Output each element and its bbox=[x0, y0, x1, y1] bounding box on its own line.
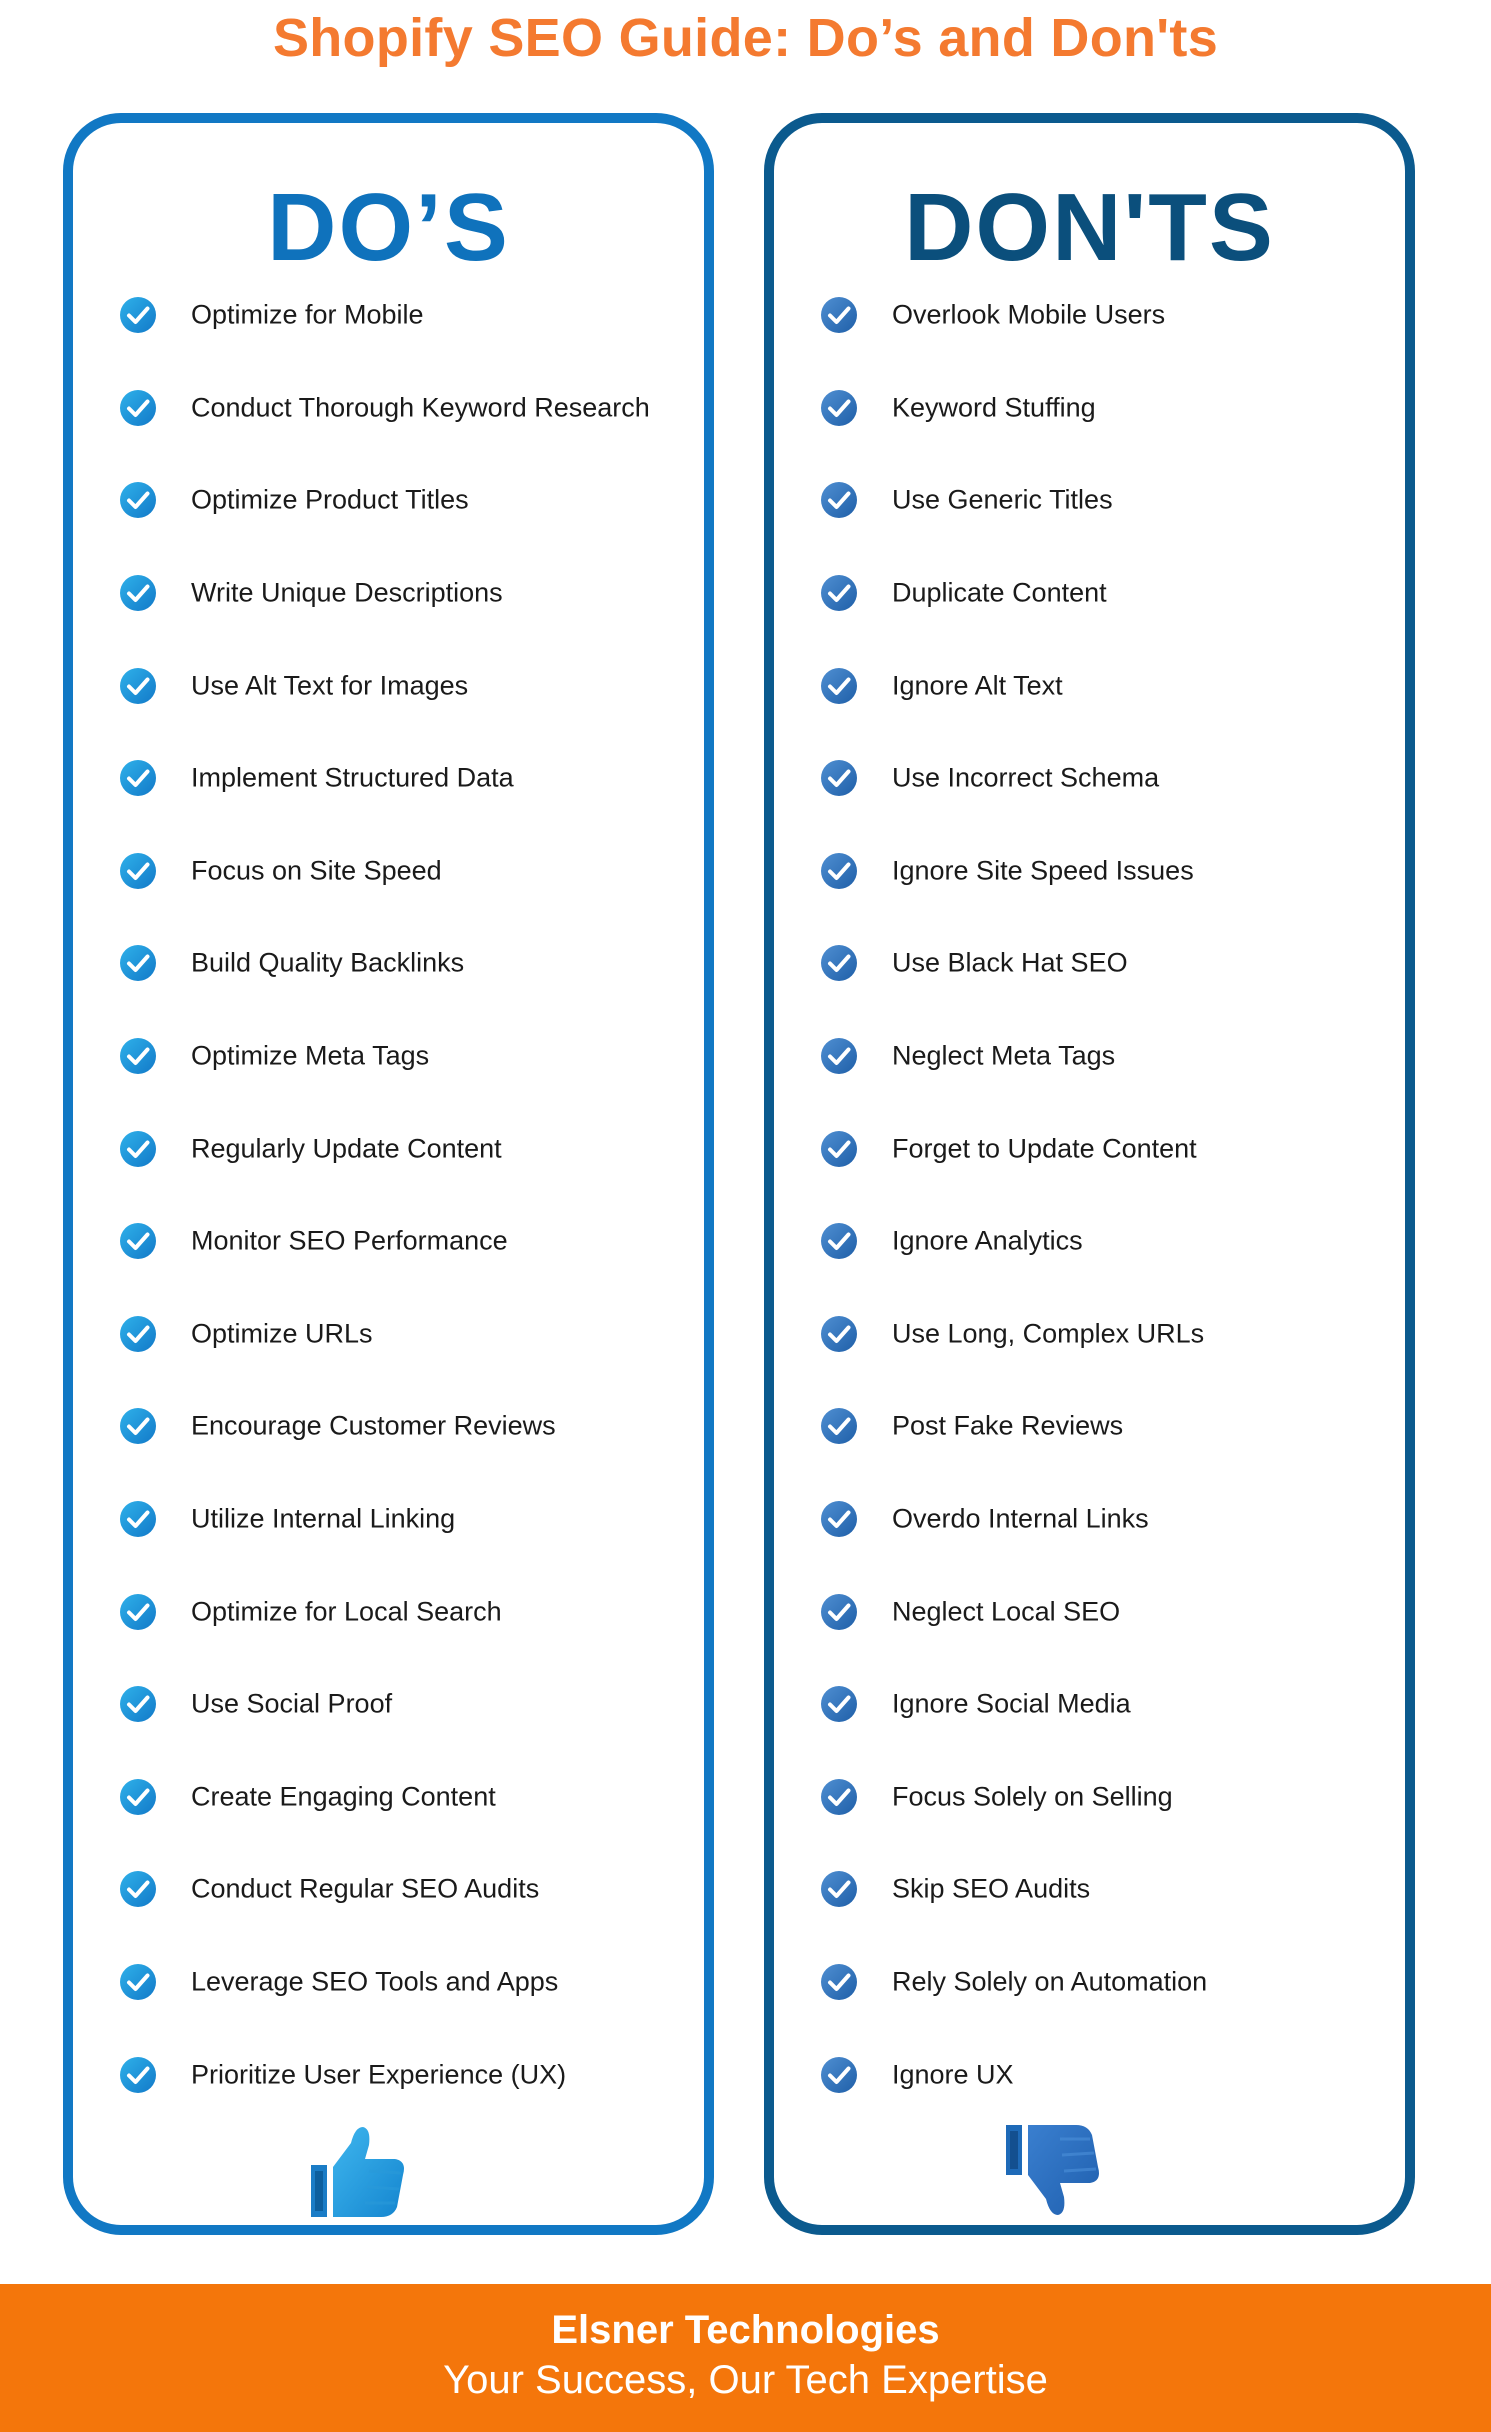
check-circle-icon bbox=[820, 1315, 858, 1353]
check-circle-icon bbox=[820, 481, 858, 519]
check-circle-icon bbox=[119, 1963, 157, 2001]
donts-list-item bbox=[774, 1936, 1405, 2029]
check-circle-icon bbox=[820, 667, 858, 705]
check-circle-icon bbox=[119, 759, 157, 797]
dos-item-label: Conduct Thorough Keyword Research bbox=[191, 392, 650, 423]
check-circle-icon bbox=[119, 2056, 157, 2094]
donts-item-label: Forget to Update Content bbox=[892, 1133, 1197, 1164]
check-circle-icon bbox=[119, 481, 157, 519]
dos-list-item bbox=[73, 825, 704, 918]
thumbs-up-icon bbox=[309, 2121, 409, 2221]
company-tagline: Your Success, Our Tech Expertise bbox=[443, 2358, 1048, 2402]
donts-item-label: Ignore UX bbox=[892, 2059, 1014, 2090]
dos-list-item bbox=[73, 1843, 704, 1936]
dos-item-label: Monitor SEO Performance bbox=[191, 1225, 508, 1256]
dos-list-item bbox=[73, 1658, 704, 1751]
donts-list-item bbox=[774, 1195, 1405, 1288]
check-circle-icon bbox=[820, 1685, 858, 1723]
check-circle-icon bbox=[820, 944, 858, 982]
dos-list-item bbox=[73, 1473, 704, 1566]
donts-list-item bbox=[774, 732, 1405, 825]
page-title: Shopify SEO Guide: Do’s and Don'ts bbox=[272, 8, 1219, 68]
donts-item-label: Overdo Internal Links bbox=[892, 1503, 1149, 1534]
dos-list-item bbox=[73, 269, 704, 362]
donts-item-label: Ignore Analytics bbox=[892, 1225, 1083, 1256]
donts-list-item bbox=[774, 1010, 1405, 1103]
dos-list-item bbox=[73, 362, 704, 455]
check-circle-icon bbox=[820, 1407, 858, 1445]
donts-item-label: Use Black Hat SEO bbox=[892, 947, 1128, 978]
check-circle-icon bbox=[119, 1685, 157, 1723]
dos-item-label: Regularly Update Content bbox=[191, 1133, 502, 1164]
check-circle-icon bbox=[119, 1500, 157, 1538]
donts-item-label: Ignore Site Speed Issues bbox=[892, 855, 1194, 886]
dos-panel bbox=[63, 113, 714, 2235]
dos-item-label: Prioritize User Experience (UX) bbox=[191, 2059, 567, 2090]
donts-item-label: Skip SEO Audits bbox=[892, 1873, 1091, 1904]
donts-list bbox=[774, 269, 1405, 2121]
check-circle-icon bbox=[820, 1130, 858, 1168]
dos-list-item bbox=[73, 1565, 704, 1658]
dos-item-label: Optimize Product Titles bbox=[191, 484, 469, 515]
check-circle-icon bbox=[119, 1870, 157, 1908]
dos-list-item bbox=[73, 1936, 704, 2029]
company-name: Elsner Technologies bbox=[551, 2308, 940, 2352]
check-circle-icon bbox=[119, 1222, 157, 1260]
donts-item-label: Focus Solely on Selling bbox=[892, 1781, 1173, 1812]
dos-list-item bbox=[73, 454, 704, 547]
donts-item-label: Neglect Meta Tags bbox=[892, 1040, 1116, 1071]
check-circle-icon bbox=[119, 1778, 157, 1816]
donts-list-item bbox=[774, 454, 1405, 547]
thumbs-down-icon bbox=[1004, 2121, 1104, 2221]
donts-list-item bbox=[774, 1658, 1405, 1751]
check-circle-icon bbox=[119, 1593, 157, 1631]
donts-item-label: Rely Solely on Automation bbox=[892, 1966, 1208, 1997]
dos-list-item bbox=[73, 639, 704, 732]
check-circle-icon bbox=[820, 1222, 858, 1260]
donts-list-item bbox=[774, 1473, 1405, 1566]
check-circle-icon bbox=[119, 389, 157, 427]
dos-item-label: Optimize URLs bbox=[191, 1318, 373, 1349]
check-circle-icon bbox=[820, 1593, 858, 1631]
dos-list-item bbox=[73, 1380, 704, 1473]
check-circle-icon bbox=[820, 759, 858, 797]
dos-item-label: Optimize for Local Search bbox=[191, 1596, 502, 1627]
donts-item-label: Use Long, Complex URLs bbox=[892, 1318, 1205, 1349]
dos-item-label: Use Social Proof bbox=[191, 1688, 393, 1719]
donts-item-label: Use Incorrect Schema bbox=[892, 762, 1160, 793]
dos-item-label: Implement Structured Data bbox=[191, 762, 514, 793]
dos-item-label: Use Alt Text for Images bbox=[191, 670, 469, 701]
donts-list-item bbox=[774, 547, 1405, 640]
donts-panel bbox=[764, 113, 1415, 2235]
dos-item-label: Create Engaging Content bbox=[191, 1781, 496, 1812]
check-circle-icon bbox=[820, 574, 858, 612]
donts-list-item bbox=[774, 1380, 1405, 1473]
dos-item-label: Optimize Meta Tags bbox=[191, 1040, 430, 1071]
donts-item-label: Duplicate Content bbox=[892, 577, 1107, 608]
donts-item-label: Ignore Social Media bbox=[892, 1688, 1131, 1719]
dos-item-label: Utilize Internal Linking bbox=[191, 1503, 456, 1534]
donts-list-item bbox=[774, 1102, 1405, 1195]
dos-item-label: Write Unique Descriptions bbox=[191, 577, 503, 608]
dos-item-label: Encourage Customer Reviews bbox=[191, 1410, 556, 1441]
check-circle-icon bbox=[820, 296, 858, 334]
donts-list-item bbox=[774, 1565, 1405, 1658]
dos-list-item bbox=[73, 1102, 704, 1195]
check-circle-icon bbox=[119, 852, 157, 890]
donts-list-item bbox=[774, 1751, 1405, 1844]
dos-heading: DO’S bbox=[267, 174, 510, 281]
dos-list-item bbox=[73, 1010, 704, 1103]
check-circle-icon bbox=[119, 667, 157, 705]
check-circle-icon bbox=[119, 944, 157, 982]
dos-list-item bbox=[73, 1288, 704, 1381]
donts-item-label: Ignore Alt Text bbox=[892, 670, 1063, 701]
dos-list-item bbox=[73, 1751, 704, 1844]
donts-item-label: Keyword Stuffing bbox=[892, 392, 1096, 423]
donts-list-item bbox=[774, 1843, 1405, 1936]
check-circle-icon bbox=[820, 1037, 858, 1075]
check-circle-icon bbox=[820, 2056, 858, 2094]
donts-list-item bbox=[774, 639, 1405, 732]
dos-list-item bbox=[73, 732, 704, 825]
dos-list-item bbox=[73, 917, 704, 1010]
donts-heading: DON'TS bbox=[904, 174, 1275, 281]
dos-list bbox=[73, 269, 704, 2121]
dos-item-label: Build Quality Backlinks bbox=[191, 947, 465, 978]
check-circle-icon bbox=[820, 1870, 858, 1908]
donts-item-label: Post Fake Reviews bbox=[892, 1410, 1124, 1441]
check-circle-icon bbox=[119, 1037, 157, 1075]
donts-list-item bbox=[774, 362, 1405, 455]
dos-item-label: Conduct Regular SEO Audits bbox=[191, 1873, 540, 1904]
donts-item-label: Use Generic Titles bbox=[892, 484, 1113, 515]
dos-list-item bbox=[73, 2028, 704, 2121]
check-circle-icon bbox=[820, 389, 858, 427]
dos-item-label: Optimize for Mobile bbox=[191, 299, 424, 330]
donts-item-label: Neglect Local SEO bbox=[892, 1596, 1121, 1627]
dos-item-label: Leverage SEO Tools and Apps bbox=[191, 1966, 559, 1997]
check-circle-icon bbox=[119, 1315, 157, 1353]
donts-item-label: Overlook Mobile Users bbox=[892, 299, 1166, 330]
donts-list-item bbox=[774, 269, 1405, 362]
check-circle-icon bbox=[119, 574, 157, 612]
footer-banner bbox=[0, 2284, 1491, 2432]
check-circle-icon bbox=[119, 1407, 157, 1445]
donts-list-item bbox=[774, 2028, 1405, 2121]
donts-list-item bbox=[774, 825, 1405, 918]
check-circle-icon bbox=[119, 1130, 157, 1168]
check-circle-icon bbox=[820, 852, 858, 890]
dos-list-item bbox=[73, 1195, 704, 1288]
check-circle-icon bbox=[820, 1963, 858, 2001]
donts-list-item bbox=[774, 1288, 1405, 1381]
dos-list-item bbox=[73, 547, 704, 640]
check-circle-icon bbox=[820, 1778, 858, 1816]
donts-list-item bbox=[774, 917, 1405, 1010]
check-circle-icon bbox=[119, 296, 157, 334]
check-circle-icon bbox=[820, 1500, 858, 1538]
dos-item-label: Focus on Site Speed bbox=[191, 855, 442, 886]
